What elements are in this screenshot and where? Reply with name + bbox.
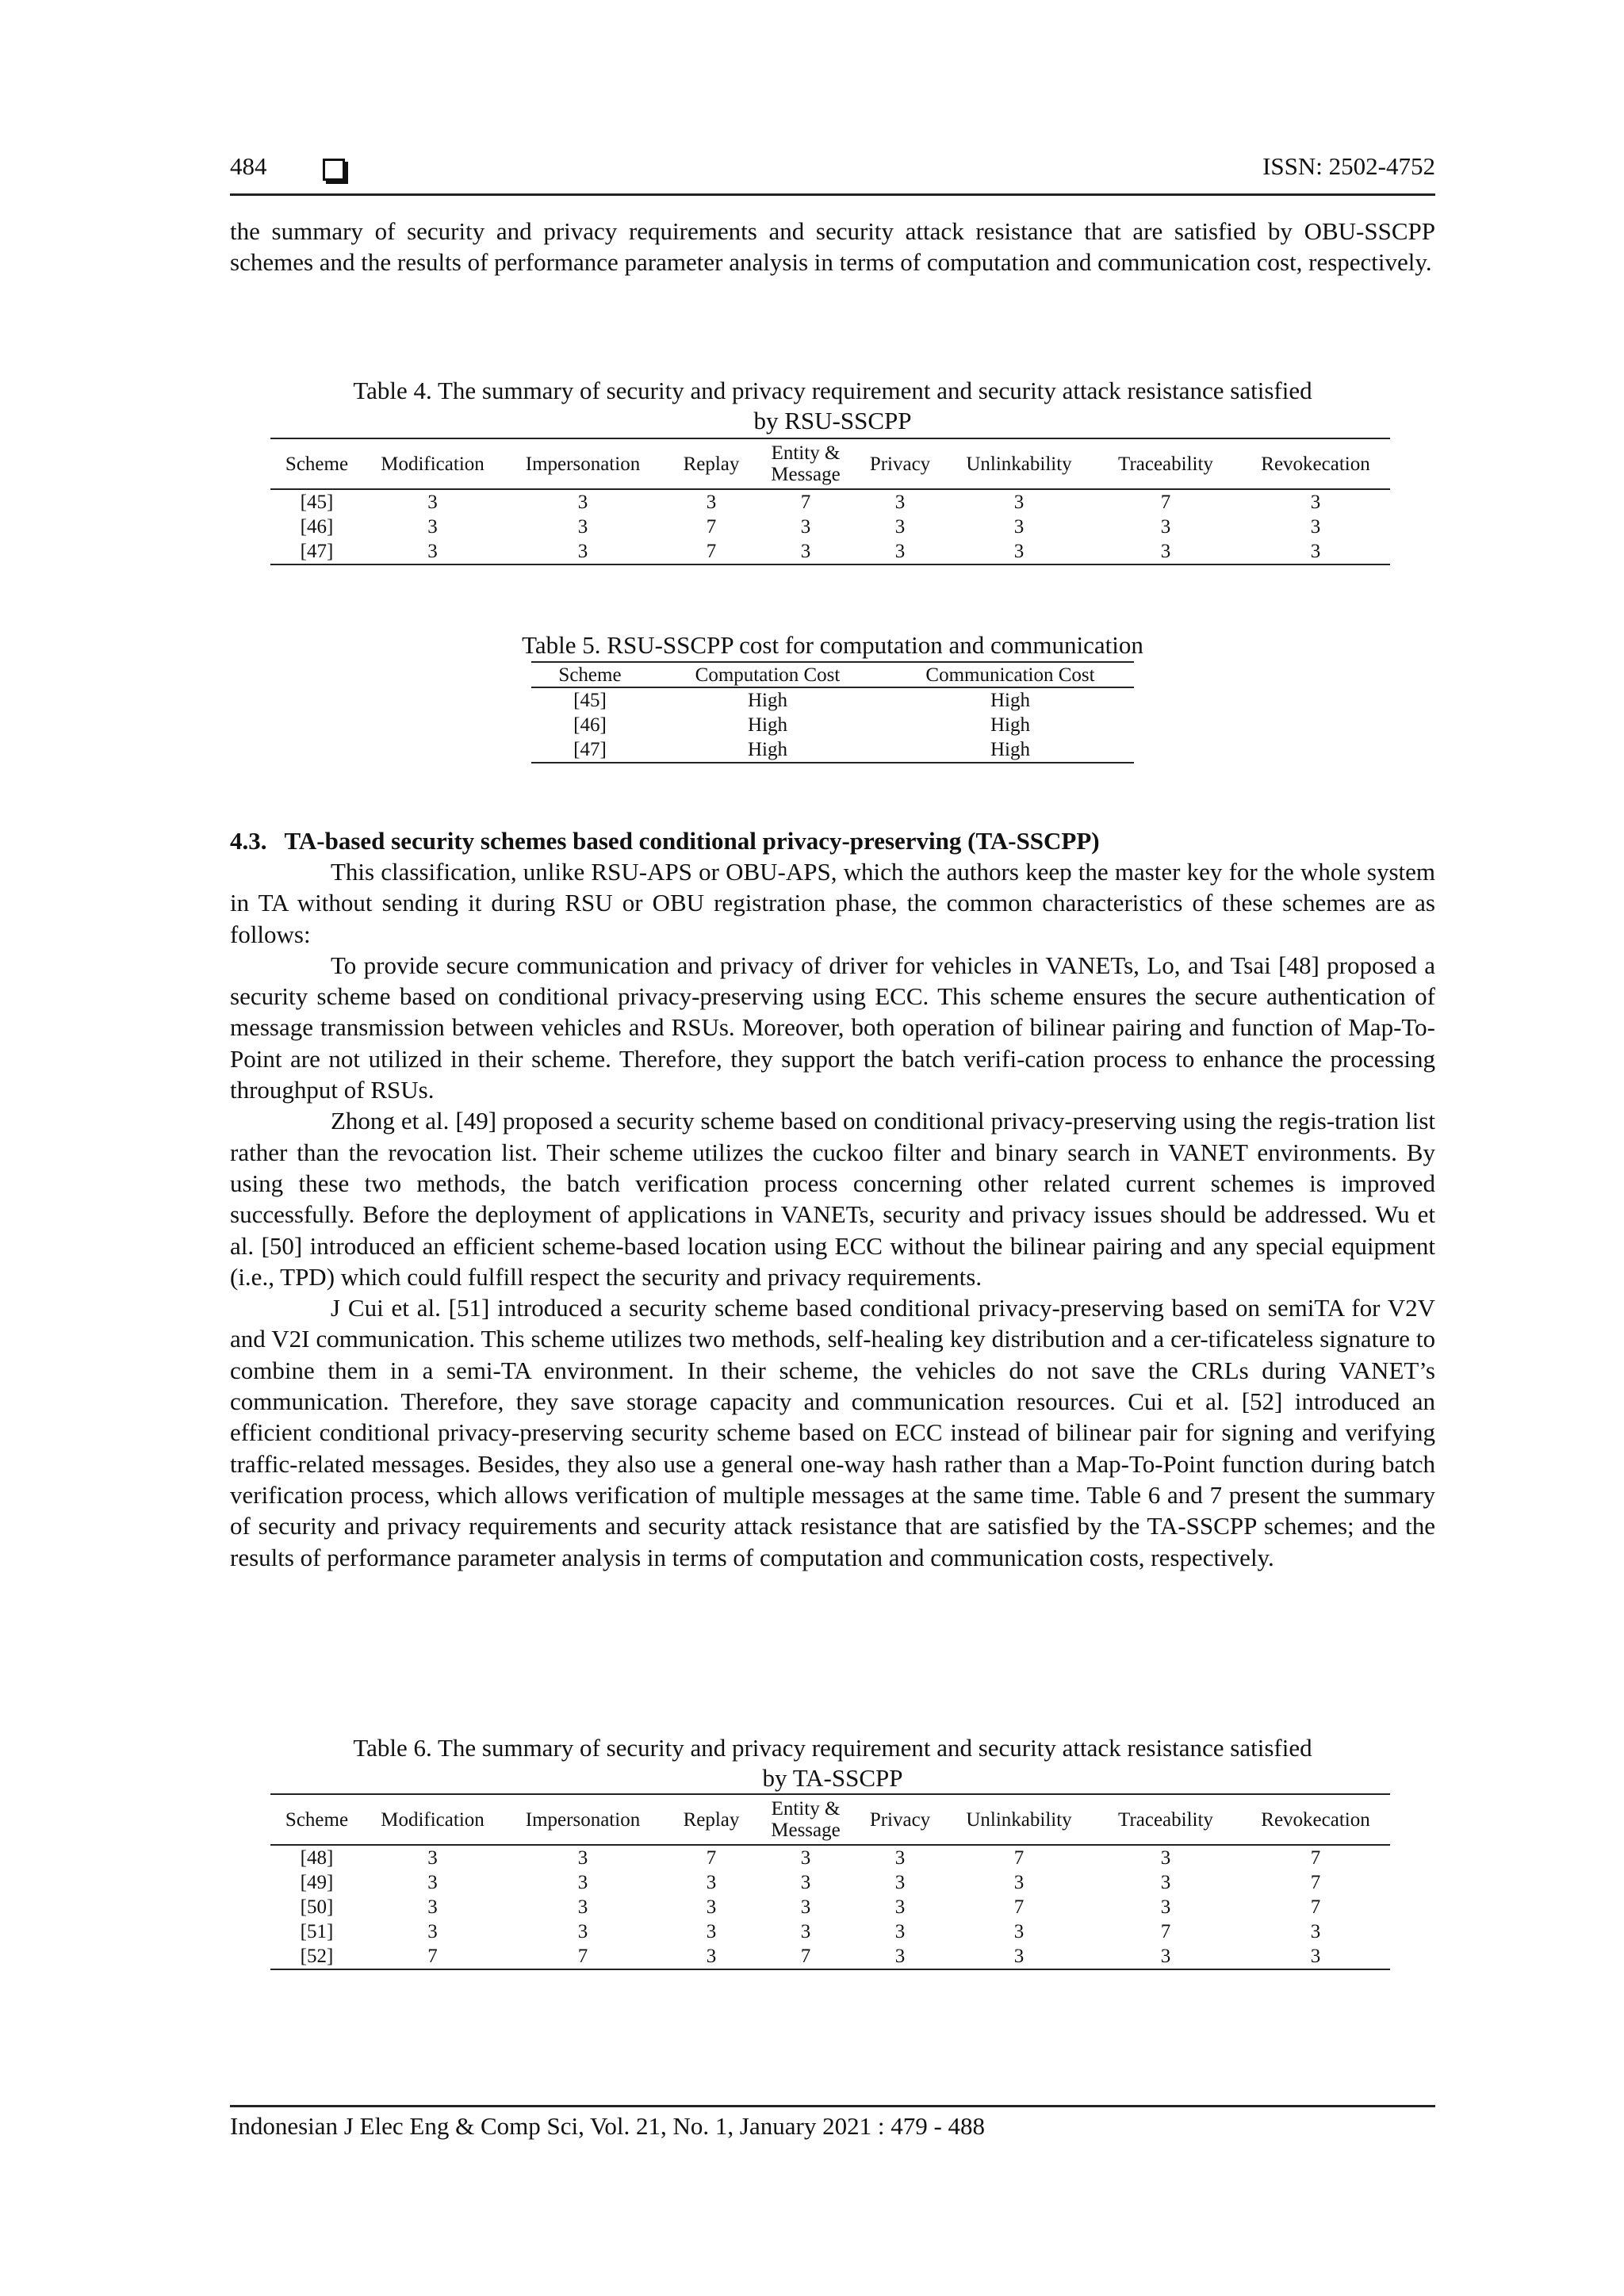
table-cell-scheme: [47] xyxy=(573,739,607,760)
table-cell-scheme: [46] xyxy=(573,714,607,736)
table-cell: 3 xyxy=(1013,1872,1025,1893)
table-row xyxy=(270,1870,1390,1895)
table-cell: 7 xyxy=(1160,492,1171,513)
body-paragraph: Zhong et al. [49] proposed a security scheme based on conditional privacy-preserving using the regis-tration list rather than the revocation list. Their scheme utilizes the cuckoo filter and binary search in VANET environments. By using these two methods, the batch verification process concerning other related current schemes is improved successfully. Before the deployment of applications in VANETs, security and privacy issues should be addressed. Wu et al. [50] introduced an efficient scheme-based location using ECC without the bilinear pairing and any special equipment (i.e., TPD) which could fulfill respect the security and privacy requirements. xyxy=(230,1107,1435,1291)
table-cell: 3 xyxy=(1160,1946,1171,1967)
table-cell: 3 xyxy=(577,541,588,562)
table6-header: Unlinkability xyxy=(966,1808,1072,1831)
table-cell: 3 xyxy=(577,1896,588,1918)
section-heading xyxy=(230,827,1435,855)
table-cell: 3 xyxy=(577,516,588,538)
table-cell-scheme: [45] xyxy=(573,690,607,711)
issn: ISSN: 2502-4752 xyxy=(1262,152,1435,180)
table-row xyxy=(270,1944,1390,1969)
table6-caption-line1: Table 6. The summary of security and privacy requirement and security attack resistance satisfied xyxy=(353,1734,1312,1762)
body-paragraph: J Cui et al. [51] introduced a security scheme based conditional privacy-preserving based on semiTA for V2V and V2I communication. This scheme utilizes two methods, self-healing key distribution and a cer-tificateless signature to combine them in a semi-TA environment. In their scheme, the vehicles do not save the CRLs during VANET’s communication. Therefore, they save storage capacity and communication resources. Cui et al. [52] introduced an efficient conditional privacy-preserving security scheme based on ECC instead of bilinear pair for signing and verifying traffic-related messages. Besides, they also use a general one-way hash rather than a Map-To-Point function during batch verification process, which allows verification of multiple messages at the same time. Table 6 and 7 present the summary of security and privacy requirements and security attack resistance that are satisfied by the TA-SSCPP schemes; and the results of performance parameter analysis in terms of computation and communication costs, respectively. xyxy=(230,1294,1435,1571)
table-cell: 3 xyxy=(800,541,811,562)
table-cell: 3 xyxy=(1013,516,1025,538)
table-cell: 7 xyxy=(1013,1847,1025,1869)
table-cell: 3 xyxy=(894,1946,906,1967)
table-cell-scheme: [45] xyxy=(300,492,334,513)
table6-header: Scheme xyxy=(285,1808,349,1831)
table-cell: 3 xyxy=(1013,1921,1025,1942)
table-cell: 7 xyxy=(1310,1847,1321,1869)
section-body xyxy=(230,856,1435,1573)
table4-header-line: Message xyxy=(771,464,841,485)
table-row xyxy=(270,515,1390,539)
table5-header-row xyxy=(531,662,1134,687)
table-cell-scheme: [52] xyxy=(300,1946,334,1967)
body-paragraph: This classification, unlike RSU-APS or OBU-APS, which the authors keep the master key for the whole system in TA without sending it during RSU or OBU registration phase, the common characteristics of these schemes are as follows: xyxy=(230,858,1435,948)
table-cell: 7 xyxy=(800,1946,811,1967)
table-cell: 3 xyxy=(894,1872,906,1893)
table4-header-row xyxy=(270,438,1390,489)
table-cell: 3 xyxy=(894,541,906,562)
table4 xyxy=(270,438,1390,565)
table-cell-scheme: [47] xyxy=(300,541,334,562)
table-cell: 3 xyxy=(1013,541,1025,562)
table6-header: Privacy xyxy=(869,1808,931,1831)
table6-header: Revokecation xyxy=(1261,1808,1370,1831)
table-cell: 3 xyxy=(706,1872,717,1893)
table-cell: 3 xyxy=(800,1921,811,1942)
table-cell: 3 xyxy=(427,1921,438,1942)
intro-paragraph: the summary of security and privacy requirements and security attack resistance that are satisfied by OBU-SSCPP schemes and the results of performance parameter analysis in terms of computation and communication cost, respectively. xyxy=(230,217,1435,277)
page-number: 484 xyxy=(230,152,267,180)
table-cell: 7 xyxy=(706,541,717,562)
table-cell-scheme: [50] xyxy=(300,1896,334,1918)
table6-body xyxy=(270,1845,1390,1969)
table-cell: 7 xyxy=(1310,1896,1321,1918)
table-cell: 3 xyxy=(1160,1896,1171,1918)
table-cell: 3 xyxy=(1013,492,1025,513)
table-cell-scheme: [48] xyxy=(300,1847,334,1869)
table-row xyxy=(531,713,1134,737)
table-cell: 3 xyxy=(800,516,811,538)
table-cell: 3 xyxy=(577,1921,588,1942)
table-cell: 7 xyxy=(1160,1921,1171,1942)
table-cell: High xyxy=(990,739,1030,760)
table6-header-row xyxy=(270,1794,1390,1845)
table-cell-scheme: [46] xyxy=(300,516,334,538)
table4-header: Modification xyxy=(381,453,485,475)
table-cell: 3 xyxy=(1160,1872,1171,1893)
table6-header-line: Entity & xyxy=(771,1798,841,1820)
body-paragraph: To provide secure communication and privacy of driver for vehicles in VANETs, Lo, and Tsai [48] proposed a security scheme based on conditional privacy-preserving using ECC. This scheme ensures the secure authentication of message transmission between vehicles and RSUs. Moreover, both operation of bilinear pairing and function of Map-To-Point are not utilized in their scheme. Therefore, they support the batch verifi-cation process to enhance the processing throughput of RSUs. xyxy=(230,951,1435,1104)
table-cell: 3 xyxy=(577,1872,588,1893)
table-cell: High xyxy=(990,690,1030,711)
table-cell: High xyxy=(748,690,787,711)
table-cell: 3 xyxy=(894,1896,906,1918)
table-cell: 3 xyxy=(894,492,906,513)
table-cell: 3 xyxy=(706,1921,717,1942)
table6-caption-line2: by TA-SSCPP xyxy=(762,1764,903,1792)
table-cell: 3 xyxy=(706,492,717,513)
table-cell: 3 xyxy=(427,492,438,513)
table4-header: Unlinkability xyxy=(966,453,1072,475)
table6-header: Replay xyxy=(683,1808,740,1831)
table-cell: 3 xyxy=(706,1896,717,1918)
table4-header xyxy=(759,438,852,489)
table-cell: 7 xyxy=(1310,1872,1321,1893)
table-cell-scheme: [49] xyxy=(300,1872,334,1893)
table4-header: Traceability xyxy=(1118,453,1213,475)
table4-caption xyxy=(230,376,1435,436)
table-cell: 3 xyxy=(1310,1946,1321,1967)
table5-caption: Table 5. RSU-SSCPP cost for computation and communication xyxy=(522,631,1143,659)
table-cell: 3 xyxy=(800,1872,811,1893)
table-cell: 3 xyxy=(1310,1921,1321,1942)
table-cell: 3 xyxy=(427,1872,438,1893)
table-cell: 7 xyxy=(800,492,811,513)
table-cell: 3 xyxy=(577,1847,588,1869)
table6 xyxy=(270,1793,1390,1970)
table-cell: 7 xyxy=(427,1946,438,1967)
table5-header: Computation Cost xyxy=(695,664,841,686)
table-cell: High xyxy=(748,714,787,736)
table-cell: 3 xyxy=(894,516,906,538)
table4-header: Privacy xyxy=(869,453,931,475)
table6-caption xyxy=(230,1733,1435,1793)
table-cell: 3 xyxy=(1160,1847,1171,1869)
table6-header: Impersonation xyxy=(525,1808,641,1831)
table-cell: 3 xyxy=(427,1847,438,1869)
table-cell: 3 xyxy=(1310,516,1321,538)
table-cell: 3 xyxy=(800,1847,811,1869)
table-cell: 3 xyxy=(427,1896,438,1918)
table-row xyxy=(270,1919,1390,1944)
section-heading-number: 4.3. xyxy=(230,827,267,855)
table-cell: 7 xyxy=(577,1946,588,1967)
table4-header: Replay xyxy=(683,453,740,475)
table-cell: 7 xyxy=(706,1847,717,1869)
table6-header xyxy=(759,1794,852,1845)
table4-header: Revokecation xyxy=(1261,453,1370,475)
table6-header: Modification xyxy=(381,1808,485,1831)
table-cell: High xyxy=(748,739,787,760)
table-row xyxy=(270,1845,1390,1870)
table4-header: Scheme xyxy=(285,453,349,475)
table-cell: 3 xyxy=(894,1847,906,1869)
table5-header: Communication Cost xyxy=(925,664,1095,686)
table-row xyxy=(270,539,1390,564)
table-cell: 3 xyxy=(577,492,588,513)
table-cell: 3 xyxy=(1310,541,1321,562)
page-footer xyxy=(230,2105,1435,2141)
table-cell: 7 xyxy=(1013,1896,1025,1918)
table4-caption-line2: by RSU-SSCPP xyxy=(753,407,912,434)
section-heading-title: TA-based security schemes based conditional privacy-preserving (TA-SSCPP) xyxy=(284,827,1100,855)
table4-header: Impersonation xyxy=(525,453,641,475)
table-row xyxy=(270,489,1390,515)
table-row xyxy=(531,687,1134,713)
table5-body xyxy=(531,687,1134,763)
table-cell: 3 xyxy=(1013,1946,1025,1967)
table-cell: 7 xyxy=(706,516,717,538)
page-header xyxy=(230,152,1435,196)
table5-header: Scheme xyxy=(558,664,622,686)
table-cell: 3 xyxy=(427,516,438,538)
table4-caption-line1: Table 4. The summary of security and privacy requirement and security attack resistance satisfied xyxy=(353,377,1312,404)
table-cell: 3 xyxy=(706,1946,717,1967)
table-row xyxy=(531,737,1134,763)
table6-header-line: Message xyxy=(771,1820,841,1841)
table-cell: 3 xyxy=(800,1896,811,1918)
table-row xyxy=(270,1895,1390,1919)
table4-header-line: Entity & xyxy=(771,442,841,464)
table-cell: 3 xyxy=(1310,492,1321,513)
table-cell-scheme: [51] xyxy=(300,1921,334,1942)
footer-citation: Indonesian J Elec Eng & Comp Sci, Vol. 21, No. 1, January 2021 : 479 - 488 xyxy=(230,2112,986,2140)
table5 xyxy=(531,661,1134,763)
table-cell: High xyxy=(990,714,1030,736)
checkbox-square-icon xyxy=(323,159,345,181)
table-cell: 3 xyxy=(427,541,438,562)
table-cell: 3 xyxy=(894,1921,906,1942)
table-cell: 3 xyxy=(1160,541,1171,562)
table6-header: Traceability xyxy=(1118,1808,1213,1831)
table4-body xyxy=(270,489,1390,564)
table-cell: 3 xyxy=(1160,516,1171,538)
